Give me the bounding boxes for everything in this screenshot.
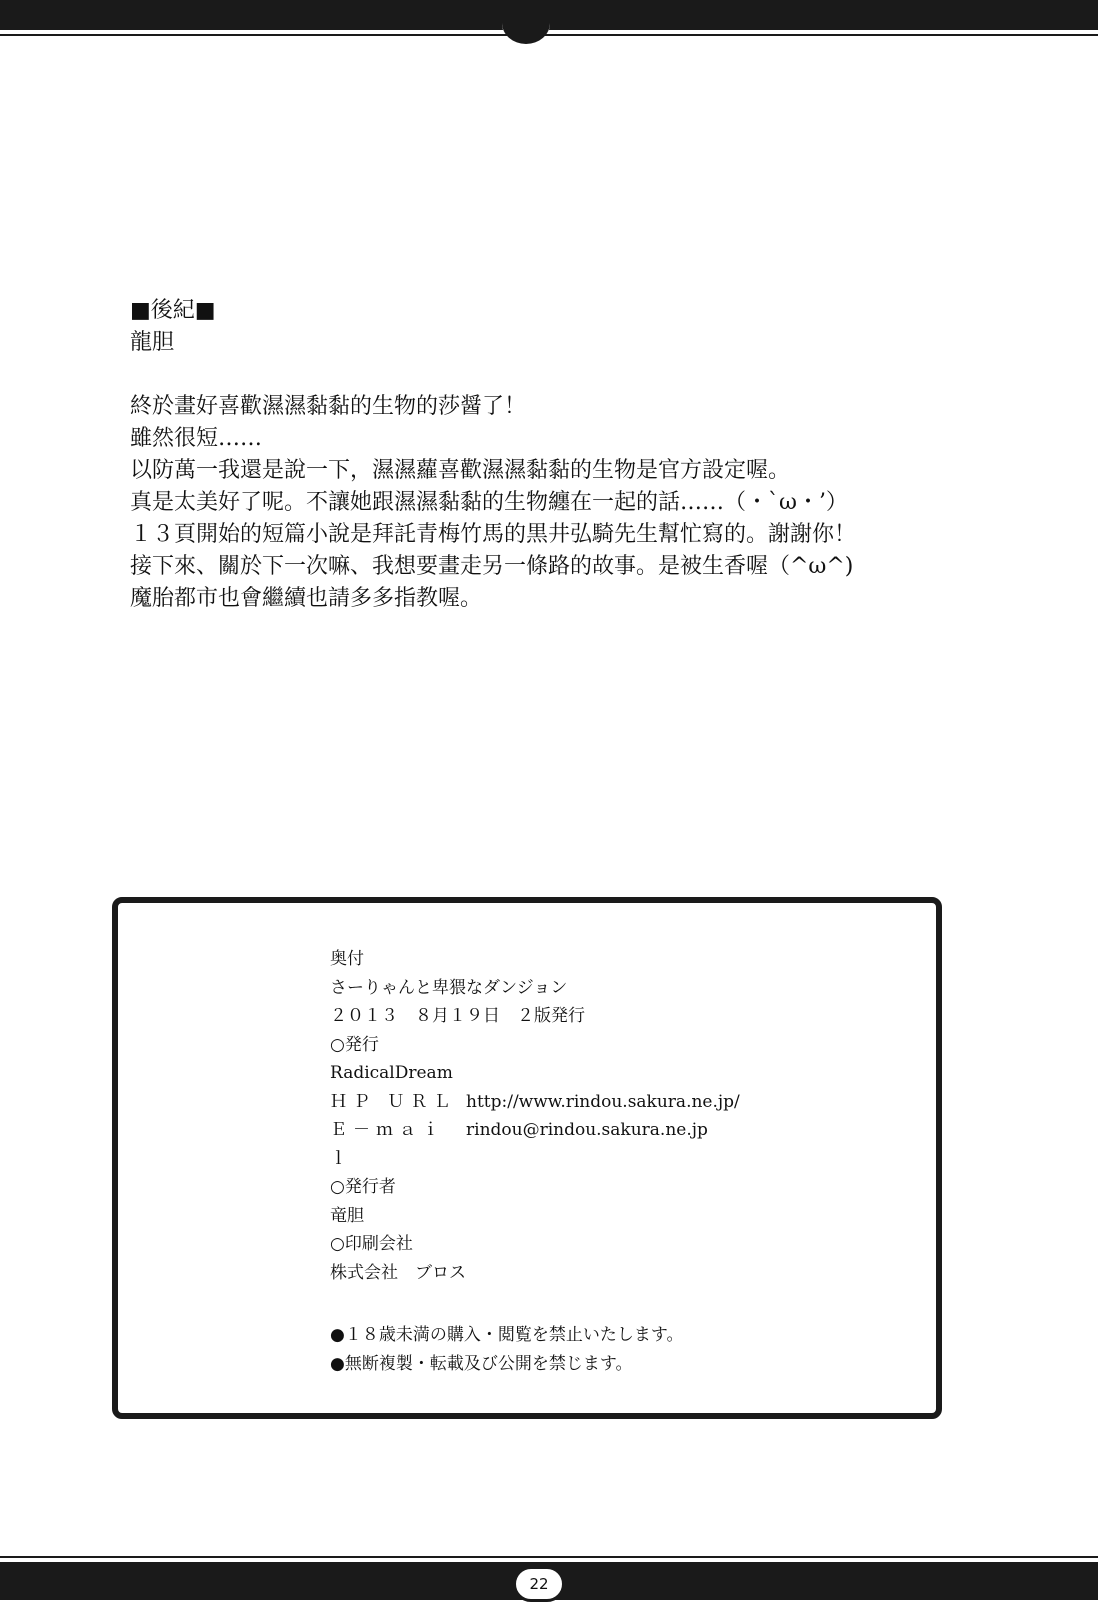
colophon (330, 945, 890, 1378)
issuer-name: 竜胆 (330, 1205, 364, 1226)
afterword-line: １３頁開始的短篇小說是拜託青梅竹馬的黒井弘騎先生幫忙寫的。謝謝你！ (130, 522, 857, 547)
top-border-line (0, 34, 1098, 36)
page-number: 22 (513, 1566, 565, 1602)
afterword-line: 接下來、關於下一次嘛、我想要畫走另一條路的故事。是被生香喔（^ω^) (130, 554, 854, 579)
printer-label: ○印刷会社 (330, 1234, 413, 1254)
afterword-line: 真是太美好了呢。不讓她跟濕濕黏黏的生物纏在一起的話……（・`ω・’） (130, 490, 848, 515)
afterword-body (130, 391, 970, 615)
hp-url-label: ＨＰ ＵＲＬ (330, 1091, 457, 1112)
bottom-border-line (0, 1556, 1098, 1558)
issuer-label: ○発行者 (330, 1177, 396, 1197)
afterword-heading: ■後紀■ (130, 298, 216, 323)
afterword-author: 龍胆 (130, 330, 175, 355)
email-row (330, 1116, 890, 1173)
edition-date: ２０１３ ８月１９日 ２版発行 (330, 1006, 585, 1026)
colophon-title: 奥付 (330, 949, 364, 969)
email-value: rindou@rindou.sakura.ne.jp (466, 1120, 708, 1140)
afterword-line: 以防萬一我還是說一下，濕濕蘿喜歡濕濕黏黏的生物是官方設定喔。 (130, 458, 791, 483)
email-label: Ｅ－ｍａｉｌ (330, 1120, 445, 1169)
top-border-notch (502, 14, 550, 47)
afterword-section (130, 295, 970, 615)
afterword-line: 魔胎都市也會繼續也請多多指教喔。 (130, 586, 483, 611)
afterword-line: 雖然很短…… (130, 426, 263, 451)
afterword-line: 終於畫好喜歡濕濕黏黏的生物的莎醤了！ (130, 394, 527, 419)
hp-url-value: http://www.rindou.sakura.ne.jp/ (466, 1091, 740, 1112)
notices (330, 1321, 890, 1378)
publisher-name: RadicalDream (330, 1063, 453, 1083)
book-title: さーりゃんと卑猥なダンジョン (330, 977, 568, 998)
notice-copyright: ●無断複製・転載及び公開を禁じます。 (330, 1353, 633, 1374)
printer-name: 株式会社 ブロス (330, 1262, 466, 1283)
notice-age-restriction: ●１８歳未満の購入・閲覧を禁止いたします。 (330, 1325, 684, 1345)
hp-url-row (330, 1088, 890, 1117)
colophon-box (112, 897, 942, 1419)
publisher-label: ○発行 (330, 1034, 379, 1055)
